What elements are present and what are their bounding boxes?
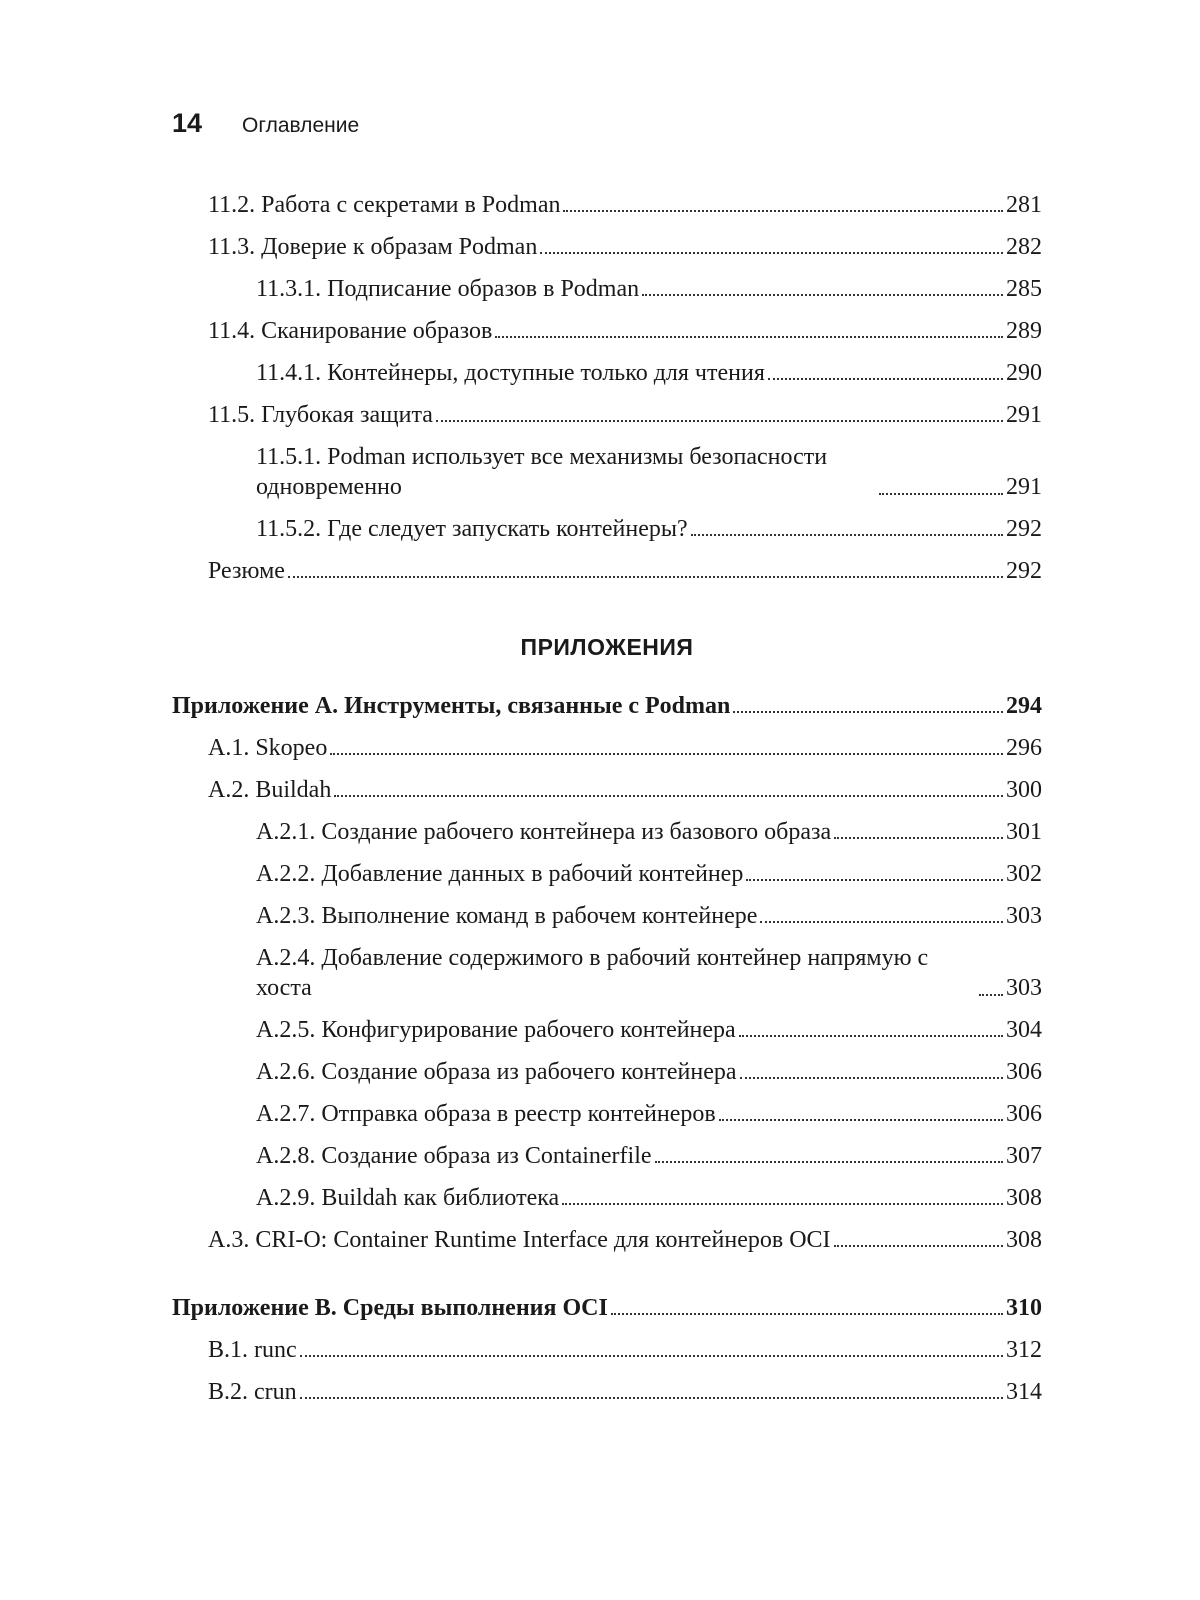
dot-leader: [739, 1035, 1003, 1037]
dot-leader: [691, 534, 1003, 536]
toc-entry-title: В.2. crun: [208, 1379, 297, 1405]
dot-leader: [979, 994, 1003, 996]
toc-entry[interactable]: [172, 1377, 1042, 1407]
dot-leader: [495, 336, 1003, 338]
toc-entry-title: 11.2. Работа с секретами в Podman: [208, 192, 561, 218]
toc-entry-page: 314: [1006, 1379, 1042, 1405]
toc-entry-title: 11.5. Глубокая защита: [208, 402, 433, 428]
toc-entry-title: А.2.4. Добавление содержимого в рабочий контейнер напрямую с хоста: [256, 945, 929, 1001]
toc-entry[interactable]: [172, 514, 1042, 544]
toc-entry[interactable]: [172, 859, 1042, 889]
toc-entry-title: 11.5.1. Podman использует все механизмы безопасности одновременно: [256, 444, 828, 500]
toc-entry-page: 296: [1006, 735, 1042, 761]
toc-entry[interactable]: [172, 1015, 1042, 1045]
toc-entry-title: 11.4.1. Контейнеры, доступные только для чтения: [256, 360, 765, 386]
toc-entry[interactable]: [172, 1057, 1042, 1087]
toc-entry[interactable]: [172, 733, 1042, 763]
toc-entry[interactable]: [172, 775, 1042, 805]
toc-entry[interactable]: [172, 1183, 1042, 1213]
dot-leader: [334, 795, 1003, 797]
toc-entry[interactable]: [172, 901, 1042, 931]
toc-entry-page: 308: [1006, 1185, 1042, 1211]
toc-entry-page: 303: [1006, 975, 1042, 1001]
toc-entry-appendix-a[interactable]: [172, 691, 1042, 721]
dot-leader: [563, 210, 1003, 212]
toc-entry-page: 282: [1006, 234, 1042, 260]
dot-leader: [642, 294, 1003, 296]
toc-entry-page: 304: [1006, 1017, 1042, 1043]
dot-leader: [562, 1203, 1003, 1205]
toc-entry[interactable]: [172, 817, 1042, 847]
toc-entry-page: 303: [1006, 903, 1042, 929]
toc-entry-title: А.2.3. Выполнение команд в рабочем контейнере: [256, 903, 758, 929]
toc-entry-title: 11.4. Сканирование образов: [208, 318, 493, 344]
toc-entry-title: А.2.5. Конфигурирование рабочего контейнера: [256, 1017, 736, 1043]
dot-leader: [740, 1077, 1003, 1079]
dot-leader: [611, 1313, 1003, 1315]
toc-entry[interactable]: [172, 232, 1042, 262]
dot-leader: [655, 1161, 1003, 1163]
group-gap: [172, 1267, 1042, 1293]
dot-leader: [768, 378, 1003, 380]
toc-entry-title: Приложение А. Инструменты, связанные с Podman: [172, 693, 731, 719]
page-header: [172, 108, 359, 139]
dot-leader: [330, 753, 1003, 755]
toc-entry[interactable]: [172, 943, 1042, 1003]
dot-leader: [746, 879, 1003, 881]
toc-entry-page: 307: [1006, 1143, 1042, 1169]
toc-entry-title: А.2.1. Создание рабочего контейнера из базового образа: [256, 819, 832, 845]
dot-leader: [733, 711, 1003, 713]
toc-entry[interactable]: [172, 190, 1042, 220]
dot-leader: [300, 1397, 1003, 1399]
toc-entry-page: 310: [1006, 1295, 1042, 1321]
page-number: 14: [172, 108, 203, 138]
toc-entry-appendix-b[interactable]: [172, 1293, 1042, 1323]
dot-leader: [719, 1119, 1003, 1121]
toc-entry[interactable]: [172, 556, 1042, 586]
dot-leader: [834, 1245, 1003, 1247]
toc-entry-title: 11.3.1. Подписание образов в Podman: [256, 276, 640, 302]
toc-entry-page: 291: [1006, 402, 1042, 428]
running-title: Оглавление: [242, 114, 360, 137]
table-of-contents: [172, 190, 1042, 1419]
toc-entry-page: 292: [1006, 516, 1042, 542]
toc-entry-page: 291: [1006, 474, 1042, 500]
toc-entry-title: 11.3. Доверие к образам Podman: [208, 234, 538, 260]
toc-entry[interactable]: [172, 1099, 1042, 1129]
toc-entry-page: 300: [1006, 777, 1042, 803]
toc-entry[interactable]: [172, 316, 1042, 346]
toc-entry[interactable]: [172, 358, 1042, 388]
toc-entry-title: А.2.8. Создание образа из Containerfile: [256, 1143, 652, 1169]
dot-leader: [834, 837, 1003, 839]
toc-entry-title: 11.5.2. Где следует запускать контейнеры?: [256, 516, 688, 542]
dot-leader: [288, 576, 1003, 578]
toc-entry-page: 294: [1006, 693, 1042, 719]
toc-entry-page: 281: [1006, 192, 1042, 218]
toc-entry-title: В.1. runc: [208, 1337, 297, 1363]
toc-entry-title: А.1. Skopeo: [208, 735, 328, 761]
toc-entry-page: 302: [1006, 861, 1042, 887]
toc-entry-page: 289: [1006, 318, 1042, 344]
toc-entry-title: А.2.9. Buildah как библиотека: [256, 1185, 560, 1211]
dot-leader: [436, 420, 1003, 422]
toc-entry-page: 290: [1006, 360, 1042, 386]
toc-entry[interactable]: [172, 1141, 1042, 1171]
toc-entry-page: 306: [1006, 1101, 1042, 1127]
dot-leader: [879, 493, 1003, 495]
toc-entry[interactable]: [172, 442, 1042, 502]
dot-leader: [540, 252, 1003, 254]
toc-entry-page: 308: [1006, 1227, 1042, 1253]
toc-entry-page: 312: [1006, 1337, 1042, 1363]
section-heading: ПРИЛОЖЕНИЯ: [520, 634, 694, 660]
toc-entry-title: А.3. CRI-O: Container Runtime Interface для контейнеров OCI: [208, 1227, 831, 1253]
toc-entry-page: 301: [1006, 819, 1042, 845]
toc-entry-title: А.2.7. Отправка образа в реестр контейнеров: [256, 1101, 716, 1127]
toc-entry[interactable]: [172, 400, 1042, 430]
toc-entry[interactable]: [172, 274, 1042, 304]
dot-leader: [760, 921, 1003, 923]
toc-entry-page: 292: [1006, 558, 1042, 584]
toc-entry-page: 306: [1006, 1059, 1042, 1085]
toc-entry-title: Резюме: [208, 558, 285, 584]
toc-entry-title: Приложение В. Среды выполнения OCI: [172, 1295, 608, 1321]
dot-leader: [300, 1355, 1003, 1357]
toc-entry[interactable]: [172, 1335, 1042, 1365]
toc-entry-title: А.2. Buildah: [208, 777, 332, 803]
toc-entry[interactable]: [172, 1225, 1042, 1255]
toc-entry-title: А.2.6. Создание образа из рабочего контейнера: [256, 1059, 737, 1085]
toc-entry-page: 285: [1006, 276, 1042, 302]
toc-entry-title: А.2.2. Добавление данных в рабочий контейнер: [256, 861, 744, 887]
